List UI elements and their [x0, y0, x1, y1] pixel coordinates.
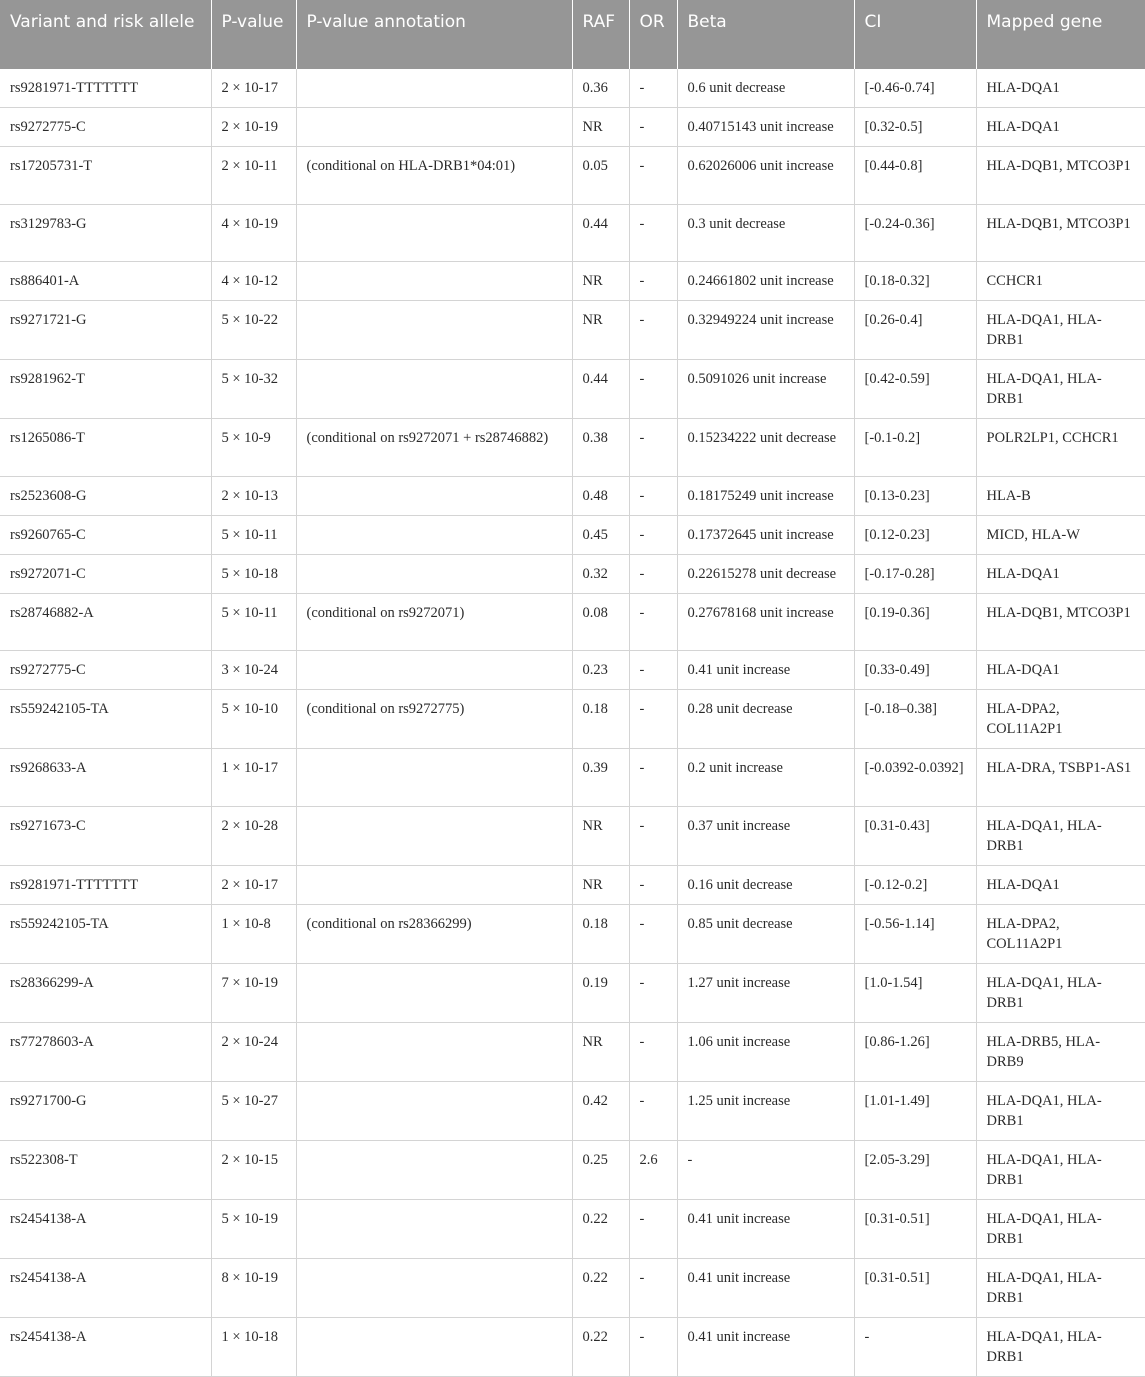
raf-cell: 0.22	[572, 1199, 629, 1258]
variant-cell: rs9281971-TTTTTTT	[0, 865, 211, 904]
header-raf: RAF	[572, 0, 629, 69]
beta-cell: 0.41 unit increase	[677, 651, 854, 690]
ci-cell: [1.01-1.49]	[854, 1081, 976, 1140]
or-cell: -	[629, 419, 677, 477]
variant-cell: rs2454138-A	[0, 1317, 211, 1376]
header-p-value-annotation: P-value annotation	[296, 0, 572, 69]
table-row	[0, 806, 1145, 865]
annotation-cell	[296, 651, 572, 690]
or-cell: -	[629, 108, 677, 147]
raf-cell: 0.18	[572, 904, 629, 963]
or-cell: -	[629, 554, 677, 593]
p-value-cell: 5 × 10-18	[211, 554, 296, 593]
table-row	[0, 301, 1145, 360]
beta-cell: 0.5091026 unit increase	[677, 360, 854, 419]
variant-cell: rs9272775-C	[0, 651, 211, 690]
mapped-gene-cell: HLA-DRA, TSBP1-AS1	[976, 749, 1145, 807]
raf-cell: 0.08	[572, 593, 629, 651]
ci-cell: [0.31-0.51]	[854, 1199, 976, 1258]
p-value-cell: 5 × 10-9	[211, 419, 296, 477]
raf-cell: 0.32	[572, 554, 629, 593]
annotation-cell: (conditional on rs9272775)	[296, 690, 572, 749]
table-row	[0, 204, 1145, 262]
raf-cell: 0.39	[572, 749, 629, 807]
beta-cell: 0.24661802 unit increase	[677, 262, 854, 301]
mapped-gene-cell: HLA-DRB5, HLA-DRB9	[976, 1022, 1145, 1081]
or-cell: -	[629, 1258, 677, 1317]
or-cell: -	[629, 476, 677, 515]
p-value-cell: 5 × 10-22	[211, 301, 296, 360]
table-row	[0, 419, 1145, 477]
beta-cell: 1.27 unit increase	[677, 963, 854, 1022]
header-mapped-gene: Mapped gene	[976, 0, 1145, 69]
ci-cell: [0.12-0.23]	[854, 515, 976, 554]
table-row	[0, 963, 1145, 1022]
ci-cell: [0.18-0.32]	[854, 262, 976, 301]
variant-cell: rs9271700-G	[0, 1081, 211, 1140]
table-body	[0, 69, 1145, 1376]
or-cell: -	[629, 515, 677, 554]
annotation-cell: (conditional on rs9272071 + rs28746882)	[296, 419, 572, 477]
header-ci: CI	[854, 0, 976, 69]
raf-cell: 0.23	[572, 651, 629, 690]
ci-cell: [0.19-0.36]	[854, 593, 976, 651]
p-value-cell: 2 × 10-17	[211, 865, 296, 904]
raf-cell: NR	[572, 806, 629, 865]
ci-cell: [2.05-3.29]	[854, 1140, 976, 1199]
mapped-gene-cell: HLA-DQA1, HLA-DRB1	[976, 301, 1145, 360]
p-value-cell: 2 × 10-15	[211, 1140, 296, 1199]
beta-cell: 0.37 unit increase	[677, 806, 854, 865]
or-cell: -	[629, 69, 677, 108]
or-cell: -	[629, 651, 677, 690]
p-value-cell: 1 × 10-18	[211, 1317, 296, 1376]
mapped-gene-cell: POLR2LP1, CCHCR1	[976, 419, 1145, 477]
annotation-cell	[296, 865, 572, 904]
table-row	[0, 593, 1145, 651]
variant-cell: rs1265086-T	[0, 419, 211, 477]
or-cell: -	[629, 749, 677, 807]
variant-cell: rs9272071-C	[0, 554, 211, 593]
or-cell: -	[629, 204, 677, 262]
mapped-gene-cell: HLA-DQA1, HLA-DRB1	[976, 1258, 1145, 1317]
beta-cell: 0.17372645 unit increase	[677, 515, 854, 554]
annotation-cell	[296, 204, 572, 262]
or-cell: -	[629, 1022, 677, 1081]
or-cell: -	[629, 360, 677, 419]
or-cell: -	[629, 1199, 677, 1258]
or-cell: -	[629, 904, 677, 963]
variant-cell: rs9268633-A	[0, 749, 211, 807]
raf-cell: 0.42	[572, 1081, 629, 1140]
mapped-gene-cell: HLA-DQA1, HLA-DRB1	[976, 1081, 1145, 1140]
ci-cell: [-0.17-0.28]	[854, 554, 976, 593]
annotation-cell	[296, 301, 572, 360]
variant-cell: rs28366299-A	[0, 963, 211, 1022]
variant-cell: rs9281962-T	[0, 360, 211, 419]
p-value-cell: 3 × 10-24	[211, 651, 296, 690]
annotation-cell	[296, 108, 572, 147]
table-row	[0, 360, 1145, 419]
raf-cell: NR	[572, 865, 629, 904]
ci-cell: [0.26-0.4]	[854, 301, 976, 360]
or-cell: -	[629, 301, 677, 360]
ci-cell: [0.31-0.51]	[854, 1258, 976, 1317]
mapped-gene-cell: MICD, HLA-W	[976, 515, 1145, 554]
beta-cell: 0.27678168 unit increase	[677, 593, 854, 651]
ci-cell: [-0.24-0.36]	[854, 204, 976, 262]
p-value-cell: 4 × 10-12	[211, 262, 296, 301]
table-row	[0, 1022, 1145, 1081]
beta-cell: -	[677, 1140, 854, 1199]
raf-cell: 0.38	[572, 419, 629, 477]
ci-cell: [-0.1-0.2]	[854, 419, 976, 477]
mapped-gene-cell: HLA-DQA1, HLA-DRB1	[976, 1317, 1145, 1376]
annotation-cell	[296, 806, 572, 865]
p-value-cell: 5 × 10-10	[211, 690, 296, 749]
beta-cell: 0.3 unit decrease	[677, 204, 854, 262]
beta-cell: 0.85 unit decrease	[677, 904, 854, 963]
table-row	[0, 476, 1145, 515]
mapped-gene-cell: HLA-DQB1, MTCO3P1	[976, 147, 1145, 205]
header-p-value: P-value	[211, 0, 296, 69]
mapped-gene-cell: HLA-B	[976, 476, 1145, 515]
header-or: OR	[629, 0, 677, 69]
table-row	[0, 904, 1145, 963]
mapped-gene-cell: HLA-DQA1, HLA-DRB1	[976, 806, 1145, 865]
ci-cell: [0.44-0.8]	[854, 147, 976, 205]
raf-cell: 0.25	[572, 1140, 629, 1199]
beta-cell: 0.2 unit increase	[677, 749, 854, 807]
beta-cell: 0.18175249 unit increase	[677, 476, 854, 515]
annotation-cell	[296, 1199, 572, 1258]
variant-cell: rs559242105-TA	[0, 690, 211, 749]
annotation-cell: (conditional on rs9272071)	[296, 593, 572, 651]
variant-cell: rs3129783-G	[0, 204, 211, 262]
beta-cell: 0.40715143 unit increase	[677, 108, 854, 147]
mapped-gene-cell: HLA-DQA1	[976, 69, 1145, 108]
variant-cell: rs2523608-G	[0, 476, 211, 515]
annotation-cell	[296, 262, 572, 301]
variant-cell: rs2454138-A	[0, 1199, 211, 1258]
mapped-gene-cell: CCHCR1	[976, 262, 1145, 301]
raf-cell: 0.45	[572, 515, 629, 554]
p-value-cell: 1 × 10-17	[211, 749, 296, 807]
variant-cell: rs9281971-TTTTTTT	[0, 69, 211, 108]
annotation-cell	[296, 1258, 572, 1317]
ci-cell: [-0.12-0.2]	[854, 865, 976, 904]
variant-cell: rs9272775-C	[0, 108, 211, 147]
mapped-gene-cell: HLA-DQB1, MTCO3P1	[976, 593, 1145, 651]
raf-cell: NR	[572, 262, 629, 301]
beta-cell: 0.62026006 unit increase	[677, 147, 854, 205]
raf-cell: 0.05	[572, 147, 629, 205]
or-cell: -	[629, 1081, 677, 1140]
table-row	[0, 515, 1145, 554]
p-value-cell: 2 × 10-28	[211, 806, 296, 865]
beta-cell: 0.28 unit decrease	[677, 690, 854, 749]
mapped-gene-cell: HLA-DQA1	[976, 554, 1145, 593]
ci-cell: [-0.0392-0.0392]	[854, 749, 976, 807]
variant-cell: rs2454138-A	[0, 1258, 211, 1317]
annotation-cell	[296, 1022, 572, 1081]
table-row	[0, 1140, 1145, 1199]
beta-cell: 1.25 unit increase	[677, 1081, 854, 1140]
table-header-row	[0, 0, 1145, 69]
p-value-cell: 5 × 10-27	[211, 1081, 296, 1140]
table-row	[0, 147, 1145, 205]
p-value-cell: 7 × 10-19	[211, 963, 296, 1022]
variant-cell: rs522308-T	[0, 1140, 211, 1199]
annotation-cell	[296, 749, 572, 807]
ci-cell: [-0.56-1.14]	[854, 904, 976, 963]
annotation-cell	[296, 360, 572, 419]
mapped-gene-cell: HLA-DQA1, HLA-DRB1	[976, 1140, 1145, 1199]
or-cell: -	[629, 865, 677, 904]
beta-cell: 0.6 unit decrease	[677, 69, 854, 108]
raf-cell: 0.44	[572, 204, 629, 262]
annotation-cell: (conditional on HLA-DRB1*04:01)	[296, 147, 572, 205]
annotation-cell	[296, 476, 572, 515]
raf-cell: NR	[572, 1022, 629, 1081]
or-cell: -	[629, 963, 677, 1022]
raf-cell: NR	[572, 108, 629, 147]
p-value-cell: 1 × 10-8	[211, 904, 296, 963]
mapped-gene-cell: HLA-DQA1	[976, 108, 1145, 147]
mapped-gene-cell: HLA-DQA1, HLA-DRB1	[976, 360, 1145, 419]
mapped-gene-cell: HLA-DQA1	[976, 651, 1145, 690]
beta-cell: 0.22615278 unit decrease	[677, 554, 854, 593]
mapped-gene-cell: HLA-DPA2, COL11A2P1	[976, 690, 1145, 749]
p-value-cell: 5 × 10-32	[211, 360, 296, 419]
beta-cell: 0.41 unit increase	[677, 1258, 854, 1317]
header-variant: Variant and risk allele	[0, 0, 211, 69]
raf-cell: 0.18	[572, 690, 629, 749]
p-value-cell: 2 × 10-13	[211, 476, 296, 515]
header-beta: Beta	[677, 0, 854, 69]
table-row	[0, 262, 1145, 301]
raf-cell: 0.44	[572, 360, 629, 419]
raf-cell: NR	[572, 301, 629, 360]
p-value-cell: 8 × 10-19	[211, 1258, 296, 1317]
ci-cell: [0.42-0.59]	[854, 360, 976, 419]
or-cell: 2.6	[629, 1140, 677, 1199]
annotation-cell	[296, 1140, 572, 1199]
table-row	[0, 108, 1145, 147]
ci-cell: [0.31-0.43]	[854, 806, 976, 865]
beta-cell: 0.41 unit increase	[677, 1199, 854, 1258]
or-cell: -	[629, 593, 677, 651]
ci-cell: [1.0-1.54]	[854, 963, 976, 1022]
table-row	[0, 554, 1145, 593]
table-row	[0, 690, 1145, 749]
p-value-cell: 2 × 10-24	[211, 1022, 296, 1081]
mapped-gene-cell: HLA-DQB1, MTCO3P1	[976, 204, 1145, 262]
annotation-cell	[296, 1081, 572, 1140]
or-cell: -	[629, 1317, 677, 1376]
mapped-gene-cell: HLA-DQA1	[976, 865, 1145, 904]
ci-cell: [-0.18–0.38]	[854, 690, 976, 749]
annotation-cell	[296, 515, 572, 554]
table-row	[0, 865, 1145, 904]
raf-cell: 0.22	[572, 1317, 629, 1376]
mapped-gene-cell: HLA-DQA1, HLA-DRB1	[976, 963, 1145, 1022]
mapped-gene-cell: HLA-DPA2, COL11A2P1	[976, 904, 1145, 963]
or-cell: -	[629, 147, 677, 205]
annotation-cell	[296, 554, 572, 593]
beta-cell: 0.32949224 unit increase	[677, 301, 854, 360]
p-value-cell: 2 × 10-11	[211, 147, 296, 205]
ci-cell: -	[854, 1317, 976, 1376]
table-row	[0, 1258, 1145, 1317]
table-row	[0, 69, 1145, 108]
p-value-cell: 5 × 10-19	[211, 1199, 296, 1258]
ci-cell: [0.13-0.23]	[854, 476, 976, 515]
variant-cell: rs9260765-C	[0, 515, 211, 554]
beta-cell: 1.06 unit increase	[677, 1022, 854, 1081]
p-value-cell: 5 × 10-11	[211, 515, 296, 554]
or-cell: -	[629, 806, 677, 865]
table-row	[0, 749, 1145, 807]
variant-cell: rs9271673-C	[0, 806, 211, 865]
table-row	[0, 1199, 1145, 1258]
variant-cell: rs559242105-TA	[0, 904, 211, 963]
beta-cell: 0.41 unit increase	[677, 1317, 854, 1376]
variant-cell: rs9271721-G	[0, 301, 211, 360]
raf-cell: 0.22	[572, 1258, 629, 1317]
ci-cell: [0.32-0.5]	[854, 108, 976, 147]
annotation-cell: (conditional on rs28366299)	[296, 904, 572, 963]
table-row	[0, 651, 1145, 690]
variant-cell: rs77278603-A	[0, 1022, 211, 1081]
annotation-cell	[296, 69, 572, 108]
beta-cell: 0.15234222 unit decrease	[677, 419, 854, 477]
p-value-cell: 2 × 10-19	[211, 108, 296, 147]
annotation-cell	[296, 963, 572, 1022]
beta-cell: 0.16 unit decrease	[677, 865, 854, 904]
raf-cell: 0.48	[572, 476, 629, 515]
p-value-cell: 4 × 10-19	[211, 204, 296, 262]
variant-cell: rs17205731-T	[0, 147, 211, 205]
variant-cell: rs28746882-A	[0, 593, 211, 651]
table-row	[0, 1081, 1145, 1140]
ci-cell: [0.86-1.26]	[854, 1022, 976, 1081]
mapped-gene-cell: HLA-DQA1, HLA-DRB1	[976, 1199, 1145, 1258]
raf-cell: 0.36	[572, 69, 629, 108]
ci-cell: [0.33-0.49]	[854, 651, 976, 690]
raf-cell: 0.19	[572, 963, 629, 1022]
or-cell: -	[629, 690, 677, 749]
ci-cell: [-0.46-0.74]	[854, 69, 976, 108]
p-value-cell: 5 × 10-11	[211, 593, 296, 651]
variant-cell: rs886401-A	[0, 262, 211, 301]
p-value-cell: 2 × 10-17	[211, 69, 296, 108]
or-cell: -	[629, 262, 677, 301]
